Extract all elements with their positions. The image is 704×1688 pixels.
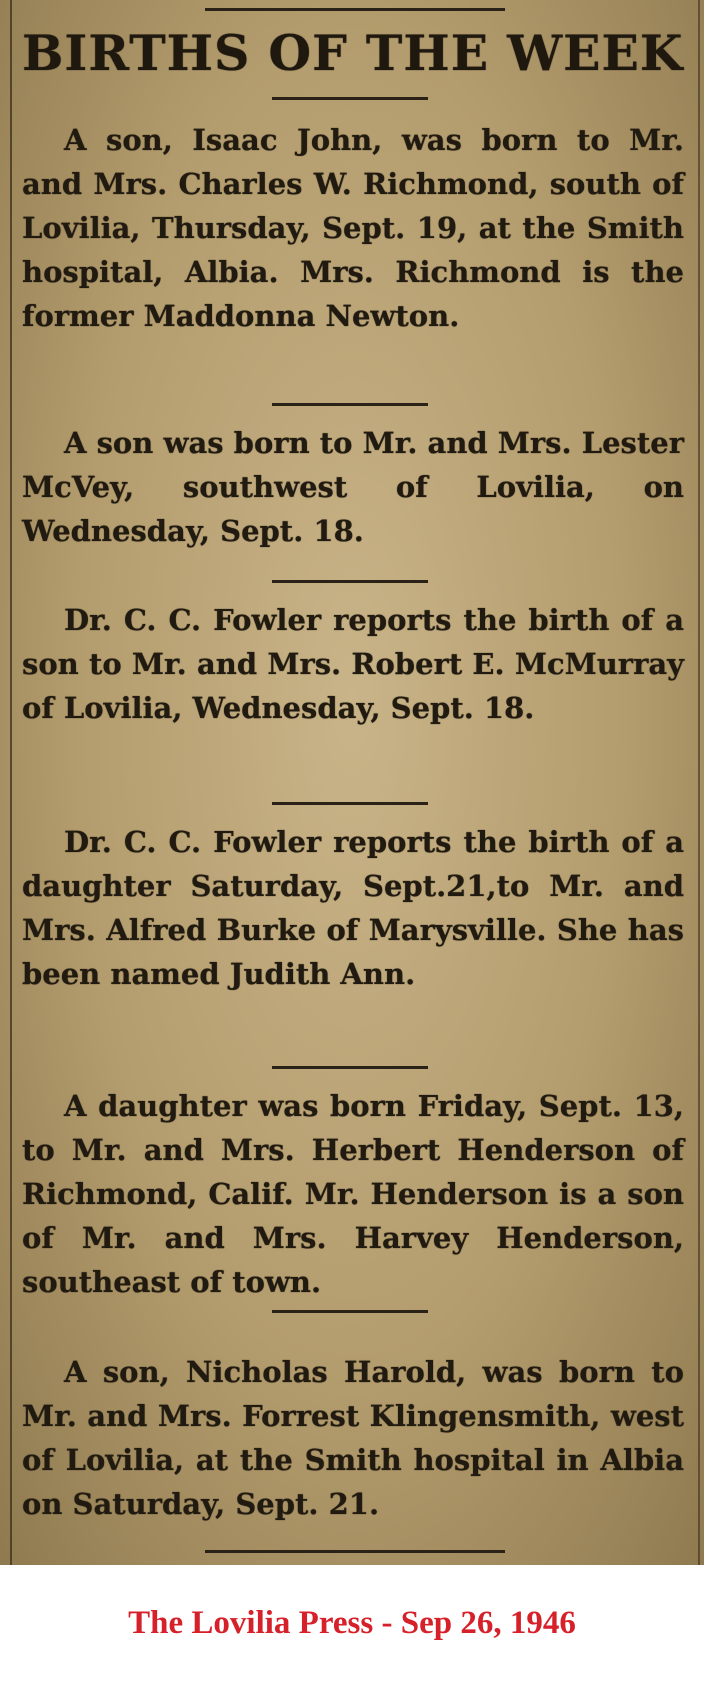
bottom-divider bbox=[205, 1550, 505, 1553]
divider bbox=[272, 802, 428, 805]
birth-notice: A son, Isaac John, was born to Mr. and Mrs. Charles W. Richmond, south of Lovilia, Thursday, Sept. 19, at the Smith hospital, Albia. Mrs. Richmond is the former Maddonna Newton. bbox=[22, 123, 684, 333]
divider bbox=[272, 1310, 428, 1313]
divider bbox=[272, 403, 428, 406]
divider bbox=[272, 1066, 428, 1069]
birth-notice: A son, Nicholas Harold, was born to Mr. and Mrs. Forrest Klingensmith, west of Lovilia, at the Smith hospital in Albia on Saturday, Sept. 21. bbox=[22, 1355, 684, 1521]
column-rule-left bbox=[10, 0, 12, 1565]
column-rule-right bbox=[698, 0, 700, 1565]
top-divider bbox=[205, 8, 505, 11]
birth-notice: Dr. C. C. Fowler reports the birth of a son to Mr. and Mrs. Robert E. McMurray of Lovilia, Wednesday, Sept. 18. bbox=[22, 603, 684, 725]
birth-notice: A son was born to Mr. and Mrs. Lester McVey, southwest of Lovilia, on Wednesday, Sept. 18. bbox=[22, 426, 684, 548]
birth-notice: A daughter was born Friday, Sept. 13, to Mr. and Mrs. Herbert Henderson of Richmond, Calif. Mr. Henderson is a son of Mr. and Mrs. Harvey Henderson, southeast of town. bbox=[22, 1089, 684, 1299]
divider bbox=[272, 580, 428, 583]
source-caption: The Lovilia Press - Sep 26, 1946 bbox=[128, 1605, 576, 1641]
divider bbox=[272, 97, 428, 100]
birth-notice: Dr. C. C. Fowler reports the birth of a daughter Saturday, Sept.21,to Mr. and Mrs. Alfred Burke of Marysville. She has been named Judith Ann. bbox=[22, 825, 684, 991]
headline: BIRTHS OF THE WEEK bbox=[22, 24, 684, 82]
